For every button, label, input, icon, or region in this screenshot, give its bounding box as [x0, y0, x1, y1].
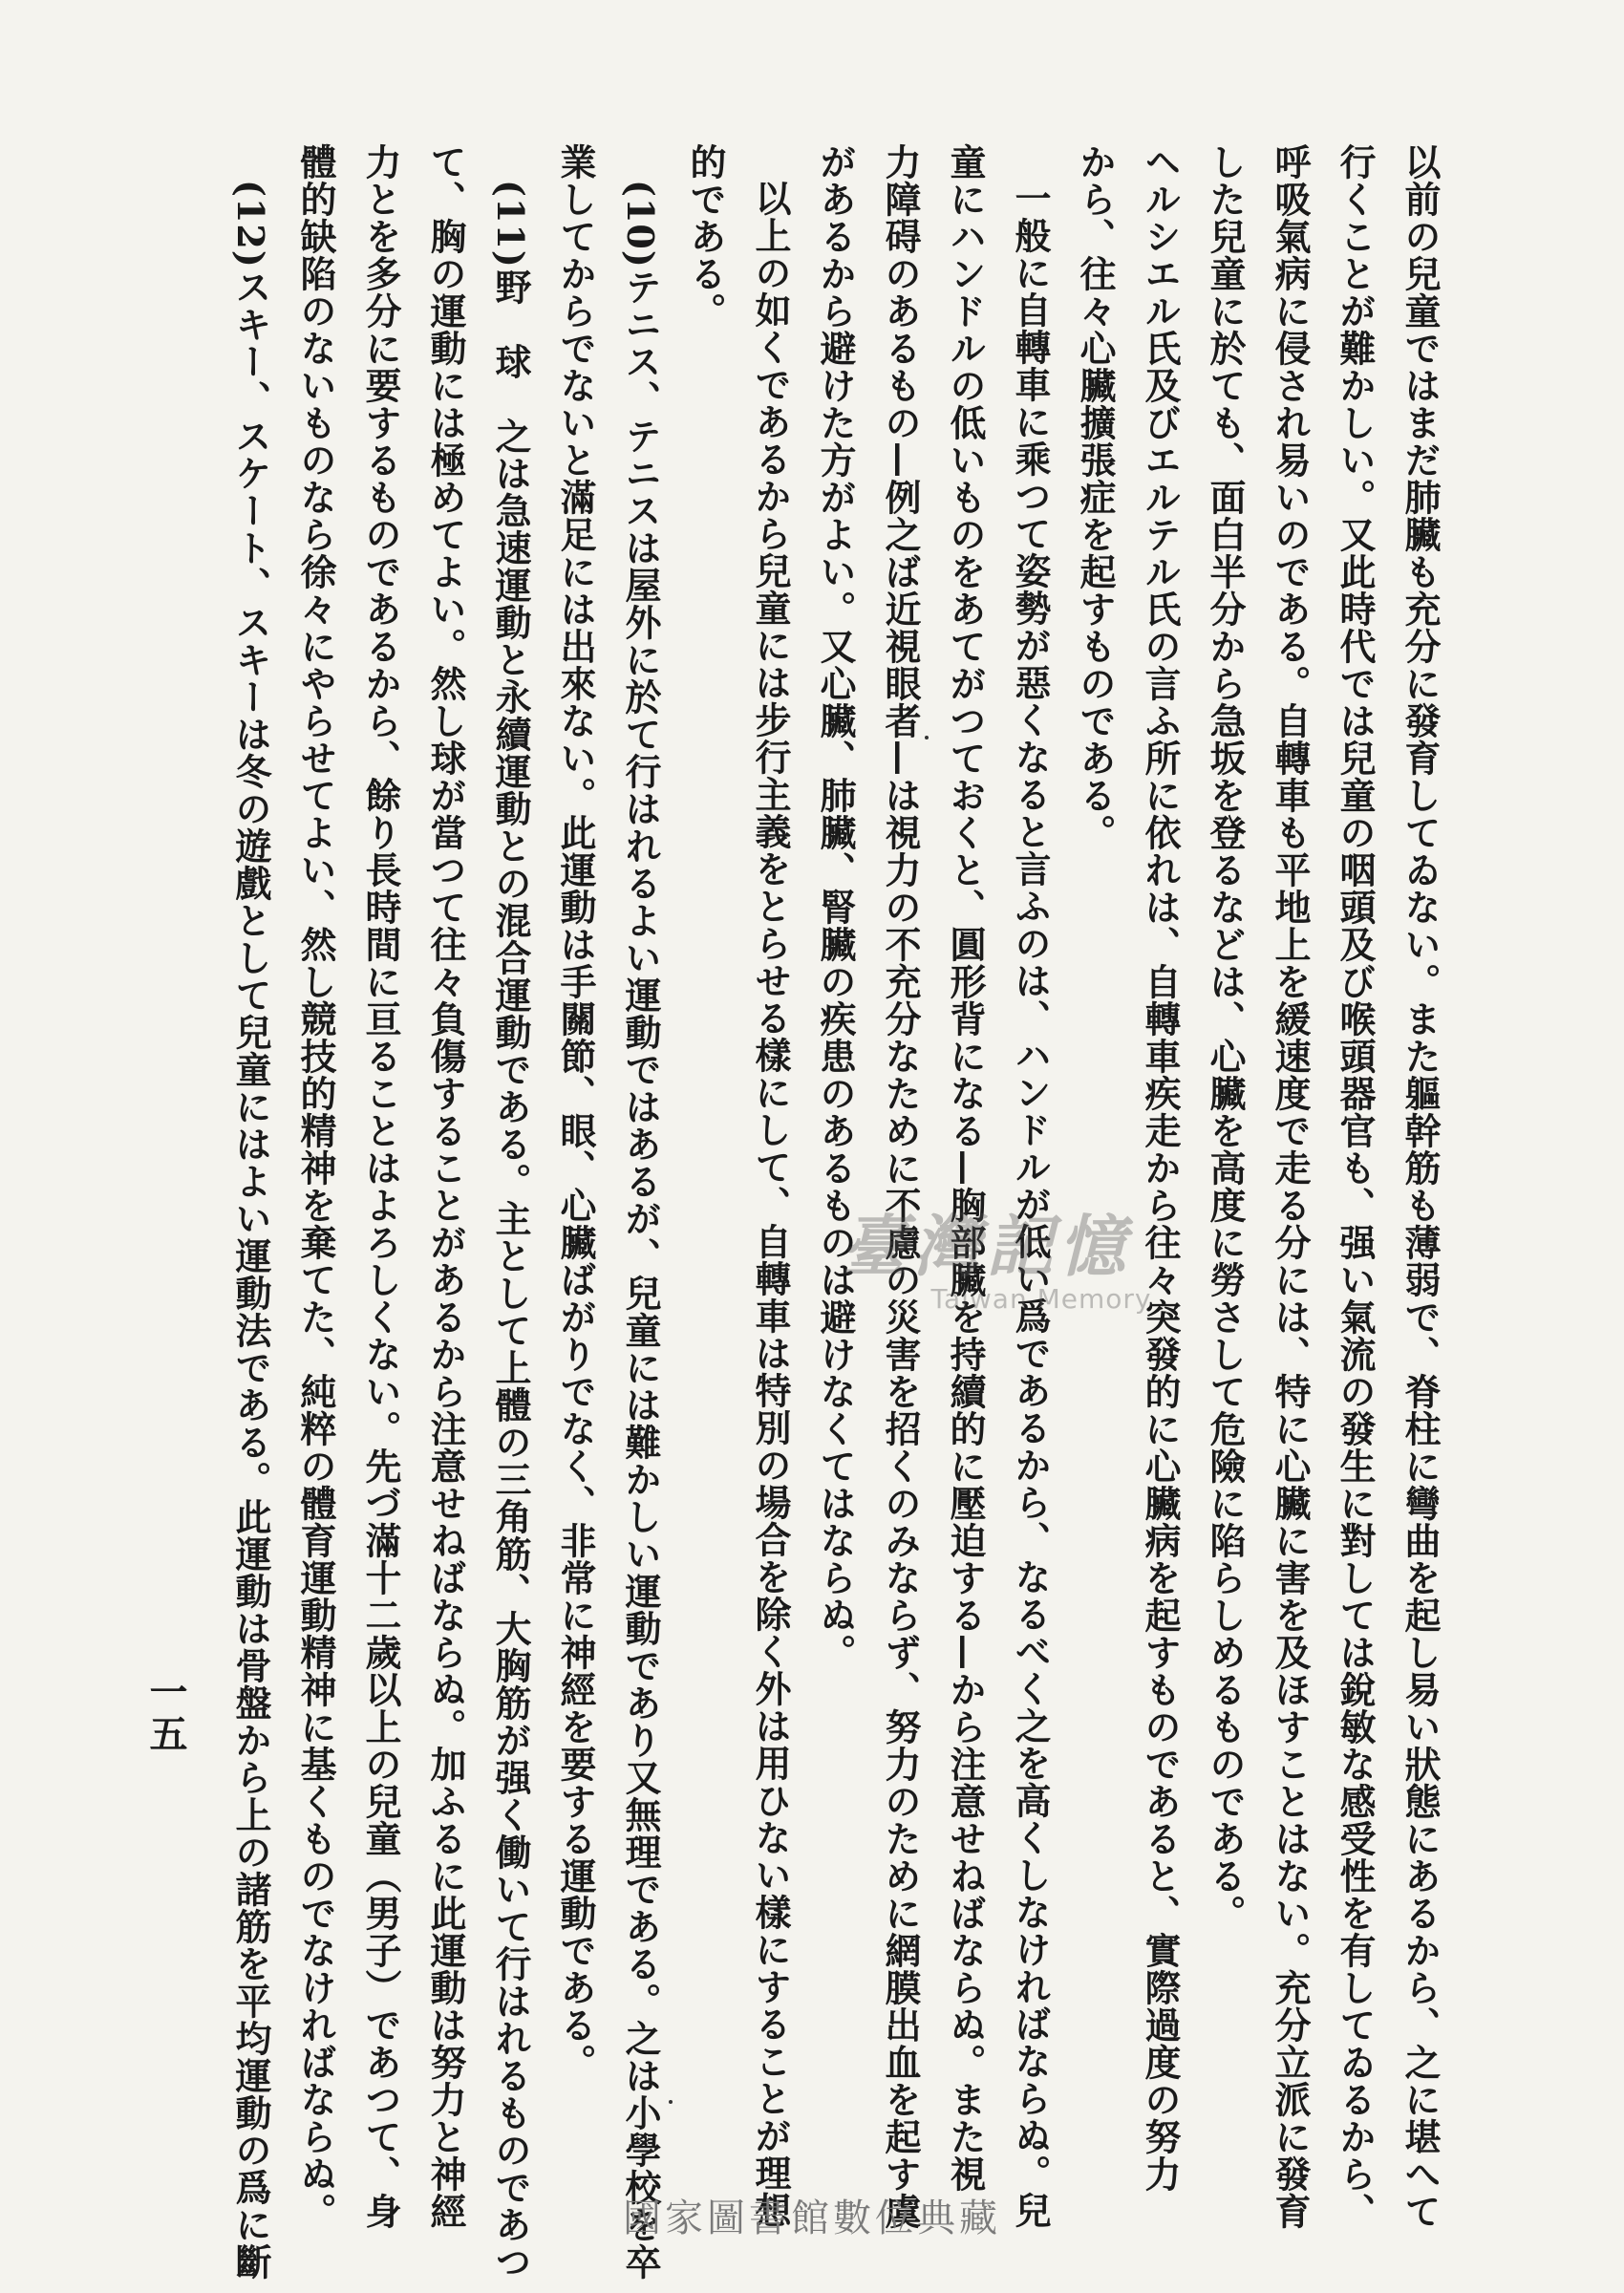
watermark-subtitle: Taiwan Memory	[930, 1283, 1152, 1315]
watermark-title: 臺灣記憶	[841, 1208, 1131, 1286]
text-line: 業してからでないと滿足には出來ない。此運動は手關節、眼、心臟ばがりでなく、非常に神經を要する運動である。	[554, 143, 597, 2081]
text-line: 以上の如くであるから兒童には步行主義をとらせる樣にして、自轉車は特別の場合を除く外は用ひない樣にすることが理想	[749, 180, 792, 2229]
text-line: (10)テニス、テニスは屋外に於て行はれるよい運動ではあるが、兒童には難かしい運動であり又無理である。之は小學校を卒	[619, 180, 662, 2281]
body-text	[218, 143, 1452, 2281]
text-line: 力とを多分に要するものであるから、餘り長時間に亘ることはよろしくない。先づ滿十二歲以上の兒童（男子）であつて、身	[359, 143, 402, 2230]
text-line: 行くことが難かしい。又此時代では兒童の咽頭及び喉頭器官も、强い氣流の發生に對しては銳敏な感受性を有してゐるから、	[1334, 143, 1377, 2230]
page-number: 一五	[143, 1672, 188, 1756]
text-line: 力障碍のあるもの—例之ば近視眼者—は視力の不充分なために不慮の災害を招くのみならず、努力のために網膜出血を起す虞	[879, 143, 922, 2230]
text-line: (11)野 球 之は急速運動と永續運動との混合運動である。主として上體の三角筋、大胸筋が强く働いて行はれるものであつ	[489, 180, 532, 2281]
text-line: 以前の兒童ではまだ肺臟も充分に發育してゐない。また軀幹筋も薄弱で、脊柱に彎曲を起し易い狀態にあるから、之に堪へて	[1399, 143, 1442, 2230]
text-line: があるから避けた方がよい。又心臟、肺臟、腎臟の疾患のあるものは避けなくてはならぬ。	[814, 143, 857, 1671]
text-line: 的である。	[684, 143, 727, 330]
text-line: て、胸の運動には極めてよい。然し球が當つて往々負傷することがあるから注意せねばならぬ。加ふるに此運動は努力と神經	[424, 143, 467, 2230]
scan-speck	[669, 2100, 673, 2104]
scan-speck	[925, 736, 929, 739]
text-line: した兒童に於ても、面白半分から急坂を登るなどは、心臟を高度に勞さして危險に陷らしめるものである。	[1204, 143, 1247, 1932]
text-line: (12)スキー、スケート、スキーは冬の遊戲として兒童にはよい運動法である。此運動は骨盤から上の諸筋を平均運動の爲に斷	[229, 180, 272, 2281]
text-line: 一般に自轉車に乘つて姿勢が惡くなると言ふのは、ハンドルが低い爲であるから、なるべく之を高くしなければならぬ。兒	[1009, 180, 1052, 2229]
text-line: から、往々心臟擴張症を起すものである。	[1074, 143, 1117, 851]
footer-credit: 國家圖書館數位典藏	[623, 2197, 1001, 2240]
watermark	[841, 1209, 1242, 1314]
text-line: 呼吸氣病に侵され易いのである。自轉車も平地上を緩速度で走る分には、特に心臟に害を及ほすことはない。充分立派に發育	[1269, 143, 1312, 2230]
text-line: 體的缺陷のないものなら徐々にやらせてよい、然し競技的精神を棄てた、純粹の體育運動精神に基くものでなければならぬ。	[294, 143, 337, 2230]
text-line: 童にハンドルの低いものをあてがつておくと、圓形背になる—胸部臟を持續的に壓迫する—から注意せねばならぬ。また視	[944, 143, 987, 2193]
text-line: ヘルシエル氏及びエルテル氏の言ふ所に依れは、自轉車疾走から往々突發的に心臟病を起すものであると、實際過度の努力	[1139, 143, 1182, 2193]
